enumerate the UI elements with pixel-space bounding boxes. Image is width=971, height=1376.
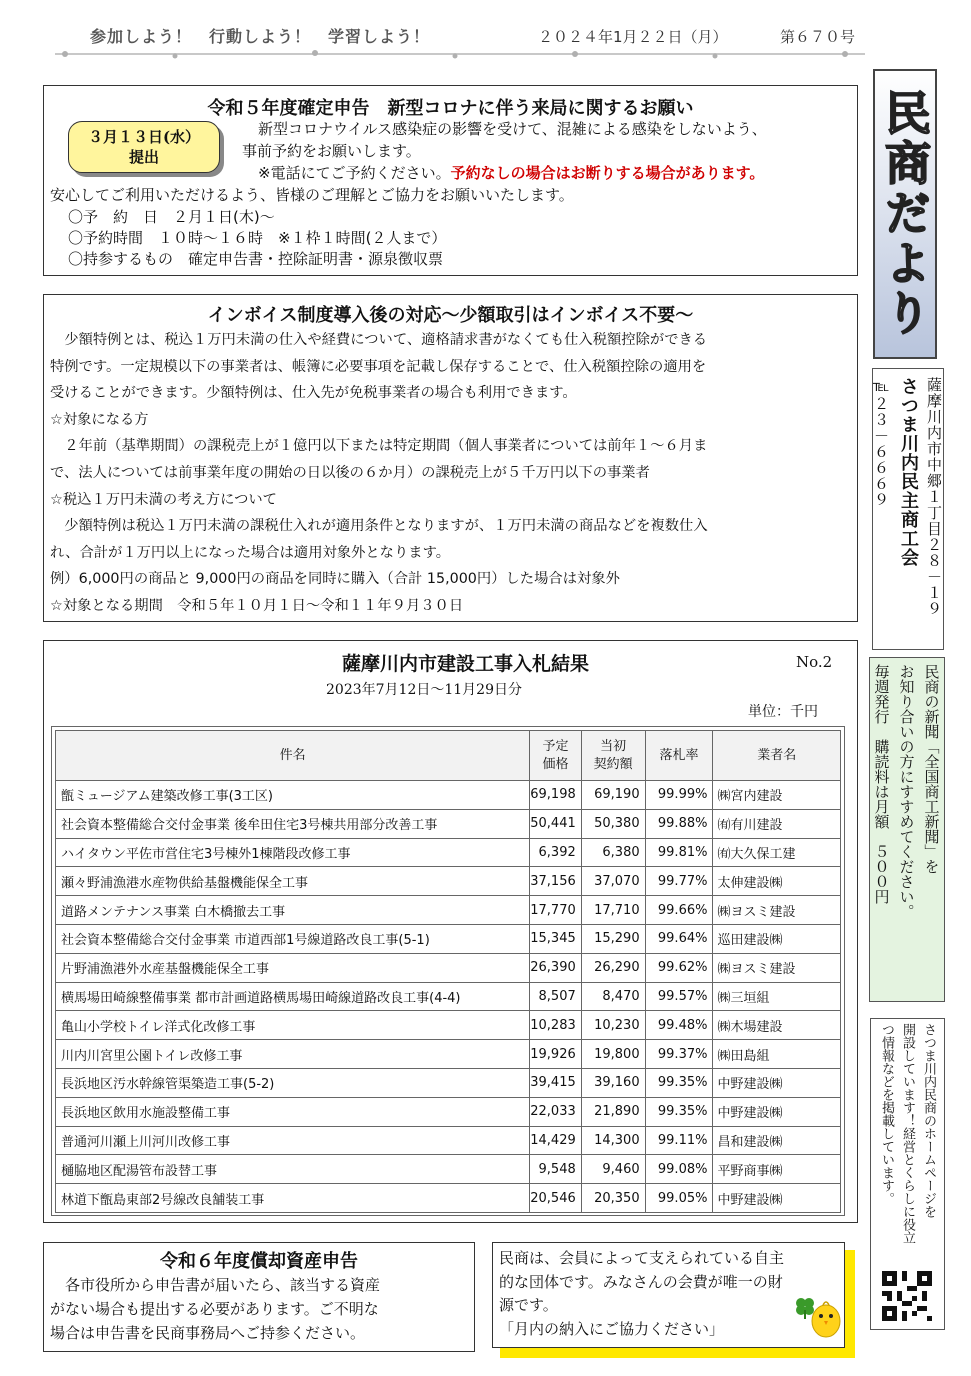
membership-fee-notice xyxy=(492,1242,845,1348)
cell-project-name: 亀山小学校トイレ洋式化改修工事 xyxy=(56,1011,530,1040)
reservation-date: 〇予 約 日 ２月１日(木)～ xyxy=(68,208,275,226)
table-row xyxy=(56,896,841,925)
invoice-line: ２年前（基準期間）の課税売上が１億円以下または特定期間（個人事業者については前年１～６月ま xyxy=(50,438,708,455)
header-company: 業者名 xyxy=(713,731,841,781)
bid-results-title: 薩摩川内市建設工事入札結果 xyxy=(342,653,590,675)
decorative-flower-border xyxy=(55,46,865,64)
invoice-line: 少額特例は税込１万円未満の課税仕入れが適用条件となりますが、１万円未満の商品などを複数仕入 xyxy=(50,518,708,535)
cell-planned-price: 14,429 xyxy=(530,1126,582,1155)
cell-planned-price: 6,392 xyxy=(530,838,582,867)
invoice-example: 例）6,000円の商品と 9,000円の商品を同時に購入（合計 15,000円）した場合は対象外 xyxy=(50,571,620,588)
office-info xyxy=(872,368,944,650)
table-row xyxy=(56,924,841,953)
cell-company: 中野建設㈱ xyxy=(713,1068,841,1097)
deadline-label: 提出 xyxy=(128,148,159,166)
invoice-title: インボイス制度導入後の対応～少額取引はインボイス不要～ xyxy=(207,305,694,326)
membership-fee-body xyxy=(499,1247,784,1341)
cell-initial-contract: 10,230 xyxy=(581,1011,645,1040)
header-name: 件名 xyxy=(56,731,530,781)
cell-bid-rate: 99.35% xyxy=(645,1068,713,1097)
membership-fee-request: 「月内の納入にご協力ください」 xyxy=(499,1319,725,1338)
cell-bid-rate: 99.88% xyxy=(645,809,713,838)
cell-project-name: 瀬々野浦漁港水産物供給基盤機能保全工事 xyxy=(56,867,530,896)
bid-results-number: No.2 xyxy=(796,653,833,671)
cell-initial-contract: 6,380 xyxy=(581,838,645,867)
cell-planned-price: 26,390 xyxy=(530,953,582,982)
cell-bid-rate: 99.57% xyxy=(645,982,713,1011)
cell-planned-price: 39,415 xyxy=(530,1068,582,1097)
depreciable-assets-body xyxy=(50,1273,380,1345)
depreciable-assets-line: がない場合も提出する必要があります。ご不明な xyxy=(50,1300,379,1318)
cell-company: ㈱田島組 xyxy=(713,1040,841,1069)
invoice-line: 受けることができます。少額特例は、仕入先が免税事業者の場合も利用できます。 xyxy=(50,385,577,402)
invoice-line: 少額特例とは、税込１万円未満の仕入や経費について、適格請求書がなくても仕入税額控除ができる xyxy=(50,332,708,348)
cell-initial-contract: 9,460 xyxy=(581,1155,645,1184)
cell-planned-price: 22,033 xyxy=(530,1097,582,1126)
tax-return-title: 令和５年度確定申告 新型コロナに伴う来局に関するお願い xyxy=(207,98,694,119)
cell-initial-contract: 69,190 xyxy=(581,781,645,810)
table-row xyxy=(56,809,841,838)
chick-icon xyxy=(809,1295,843,1339)
cell-company: 昌和建設㈱ xyxy=(713,1126,841,1155)
cell-initial-contract: 37,070 xyxy=(581,867,645,896)
membership-fee-line: 源です。 xyxy=(499,1296,558,1314)
cell-initial-contract: 19,800 xyxy=(581,1040,645,1069)
header-slogan: 参加しよう！ 行動しよう！ 学習しよう！ xyxy=(90,27,431,46)
masthead-title: 民商だより xyxy=(878,89,932,339)
cell-company: 中野建設㈱ xyxy=(713,1097,841,1126)
cell-project-name: 横馬場田崎線整備事業 都市計画道路横馬場田崎線道路改良工事(4-4) xyxy=(56,982,530,1011)
table-row xyxy=(56,953,841,982)
cell-initial-contract: 15,290 xyxy=(581,924,645,953)
tax-return-line-1: 新型コロナウイルス感染症の影響を受けて、混雑による感染をしないよう、 xyxy=(258,120,767,138)
reservation-hours: 〇予約時間 １０時～１６時 ※１枠１時間(２人まで） xyxy=(68,229,447,247)
cell-project-name: 樋脇地区配湯管布設替工事 xyxy=(56,1155,530,1184)
table-row xyxy=(56,1184,841,1213)
cell-initial-contract: 21,890 xyxy=(581,1097,645,1126)
invoice-notice xyxy=(43,294,858,622)
cell-company: 太伸建設㈱ xyxy=(713,867,841,896)
bid-rows xyxy=(56,781,841,1213)
header-initial-contract: 当初 契約額 xyxy=(581,731,645,781)
cell-company: ㈱ヨスミ建設 xyxy=(713,896,841,925)
cell-initial-contract: 8,470 xyxy=(581,982,645,1011)
membership-fee-line: 的な団体です。みなさんの会費が唯一の財 xyxy=(499,1272,783,1291)
cell-bid-rate: 99.35% xyxy=(645,1097,713,1126)
invoice-body xyxy=(50,327,850,620)
tax-return-line-3 xyxy=(258,162,764,183)
cell-project-name: 川内川宮里公園トイレ改修工事 xyxy=(56,1040,530,1069)
masthead xyxy=(873,69,937,359)
yellow-shadow-bar-bottom xyxy=(500,1348,855,1358)
tax-return-line-4: 安心してご利用いただけるよう、皆様のご理解とご協力をお願いいたします。 xyxy=(50,186,574,204)
tax-return-line-2: 事前予約をお願いします。 xyxy=(242,142,421,160)
cell-company: ㈲大久保工建 xyxy=(713,838,841,867)
cell-bid-rate: 99.62% xyxy=(645,953,713,982)
invoice-heading-eligible: ☆対象になる方 xyxy=(50,411,149,428)
cell-company: ㈱木場建設 xyxy=(713,1011,841,1040)
table-row xyxy=(56,1155,841,1184)
depreciable-assets-line: 各市役所から申告書が届いたら、該当する資産 xyxy=(50,1276,381,1294)
cell-planned-price: 19,926 xyxy=(530,1040,582,1069)
cell-planned-price: 37,156 xyxy=(530,867,582,896)
cell-planned-price: 17,770 xyxy=(530,896,582,925)
cell-project-name: 道路メンテナンス事業 白木橋撤去工事 xyxy=(56,896,530,925)
qr-code-icon[interactable] xyxy=(882,1271,932,1321)
header-date: ２０２４年1月２２日（月） xyxy=(538,28,728,46)
newspaper-line-2: お知り合いの方にすすめてください。 xyxy=(897,664,916,919)
cell-planned-price: 20,546 xyxy=(530,1184,582,1213)
invoice-heading-period: ☆対象となる期間 令和５年１０月１日～令和１１年９月３０日 xyxy=(50,597,464,614)
cell-bid-rate: 99.08% xyxy=(645,1155,713,1184)
newspaper-line-3: 毎週発行 購読料は月額 ５００円 xyxy=(872,664,891,904)
cell-project-name: 長浜地区飲用水施設整備工事 xyxy=(56,1097,530,1126)
cell-company: ㈱宮内建設 xyxy=(713,781,841,810)
deadline-badge xyxy=(68,121,220,173)
bid-results-unit: 単位：千円 xyxy=(748,704,818,720)
header-rate: 落札率 xyxy=(645,731,713,781)
homepage-line-1: さつま川内民商のホームページを xyxy=(921,1023,936,1218)
office-tel: ℡２３－６６６９ xyxy=(872,377,890,508)
invoice-line: れ、合計が１万円以上になった場合は適用対象外となります。 xyxy=(50,544,451,561)
cell-planned-price: 69,198 xyxy=(530,781,582,810)
depreciable-assets-title: 令和６年度償却資産申告 xyxy=(160,1251,358,1272)
cell-bid-rate: 99.05% xyxy=(645,1184,713,1213)
cell-planned-price: 15,345 xyxy=(530,924,582,953)
cell-planned-price: 50,441 xyxy=(530,809,582,838)
header-planned-price: 予定 価格 xyxy=(530,731,582,781)
items-to-bring: 〇持参するもの 確定申告書・控除証明書・源泉徴収票 xyxy=(68,250,444,268)
table-row xyxy=(56,1126,841,1155)
cell-initial-contract: 14,300 xyxy=(581,1126,645,1155)
bid-table-frame xyxy=(51,726,845,1216)
table-row xyxy=(56,1011,841,1040)
cell-bid-rate: 99.99% xyxy=(645,781,713,810)
table-row xyxy=(56,1097,841,1126)
cell-initial-contract: 50,380 xyxy=(581,809,645,838)
cell-bid-rate: 99.77% xyxy=(645,867,713,896)
table-row xyxy=(56,982,841,1011)
cell-company: ㈱ヨスミ建設 xyxy=(713,953,841,982)
cell-project-name: 甑ミュージアム建築改修工事(3工区) xyxy=(56,781,530,810)
cell-initial-contract: 39,160 xyxy=(581,1068,645,1097)
cell-company: ㈱三垣組 xyxy=(713,982,841,1011)
cell-project-name: 社会資本整備総合交付金事業 市道西部1号線道路改良工事(5-1) xyxy=(56,924,530,953)
homepage-line-3: つ情報などを掲載しています。 xyxy=(879,1023,894,1205)
cell-company: 中野建設㈱ xyxy=(713,1184,841,1213)
membership-fee-line: 民商は、会員によって支えられている自主 xyxy=(499,1249,785,1267)
cell-company: 巡田建設㈱ xyxy=(713,924,841,953)
cell-project-name: 片野浦漁港外水産基盤機能保全工事 xyxy=(56,953,530,982)
cell-bid-rate: 99.64% xyxy=(645,924,713,953)
tax-return-notice xyxy=(43,85,858,276)
cell-company: 平野商事㈱ xyxy=(713,1155,841,1184)
depreciable-assets-line: 場合は申告書を民商事務局へご持参ください。 xyxy=(50,1324,366,1342)
bid-results-section xyxy=(43,640,858,1223)
depreciable-assets-notice xyxy=(43,1242,475,1352)
cell-bid-rate: 99.81% xyxy=(645,838,713,867)
table-row xyxy=(56,867,841,896)
table-row xyxy=(56,781,841,810)
homepage-promo xyxy=(870,1018,945,1330)
table-row xyxy=(56,1040,841,1069)
invoice-line: 特例です。一定規模以下の事業者は、帳簿に必要事項を記載し保存することで、仕入税額控除の適用を xyxy=(50,358,707,375)
newspaper-line-1: 民商の新聞「全国商工新聞」を xyxy=(922,664,941,874)
cell-project-name: 長浜地区汚水幹線管渠築造工事(5-2) xyxy=(56,1068,530,1097)
bid-results-period: 2023年7月12日～11月29日分 xyxy=(326,682,522,698)
cell-project-name: ハイタウン平佐市営住宅3号棟外1棟階段改修工事 xyxy=(56,838,530,867)
cell-initial-contract: 26,290 xyxy=(581,953,645,982)
table-row xyxy=(56,838,841,867)
cell-planned-price: 8,507 xyxy=(530,982,582,1011)
office-name: さつま川内民主商工会 xyxy=(898,377,919,567)
yellow-shadow-bar-right xyxy=(845,1250,855,1358)
newspaper-promo xyxy=(869,657,945,1002)
invoice-line: で、法人については前事業年度の開始の日以後の６か月）の課税売上が５千万円以下の事業者 xyxy=(50,464,650,481)
cell-project-name: 林道下甑島東部2号線改良舗装工事 xyxy=(56,1184,530,1213)
cell-initial-contract: 20,350 xyxy=(581,1184,645,1213)
deadline-date: ３月１３日(水） xyxy=(87,128,201,146)
invoice-heading-under-10000: ☆税込１万円未満の考え方について xyxy=(50,491,277,508)
cell-bid-rate: 99.37% xyxy=(645,1040,713,1069)
cell-project-name: 普通河川瀬上川河川改修工事 xyxy=(56,1126,530,1155)
cell-initial-contract: 17,710 xyxy=(581,896,645,925)
homepage-line-2: 開設しています！経営とくらしに役立 xyxy=(900,1023,915,1244)
no-reservation-warning: 予約なしの場合はお断りする場合があります。 xyxy=(450,164,765,182)
cell-bid-rate: 99.48% xyxy=(645,1011,713,1040)
cell-project-name: 社会資本整備総合交付金事業 後牟田住宅3号棟共用部分改善工事 xyxy=(56,809,530,838)
cell-bid-rate: 99.66% xyxy=(645,896,713,925)
cell-planned-price: 10,283 xyxy=(530,1011,582,1040)
cell-bid-rate: 99.11% xyxy=(645,1126,713,1155)
cell-planned-price: 9,548 xyxy=(530,1155,582,1184)
table-row xyxy=(56,1068,841,1097)
phone-reservation-note: ※電話にてご予約ください。 xyxy=(258,164,451,182)
cell-company: ㈲有川建設 xyxy=(713,809,841,838)
issue-number: 第６７０号 xyxy=(780,28,856,46)
bid-results-table xyxy=(55,730,841,1213)
office-address: 薩摩川内市中郷１丁目２８－１９ xyxy=(925,377,943,617)
